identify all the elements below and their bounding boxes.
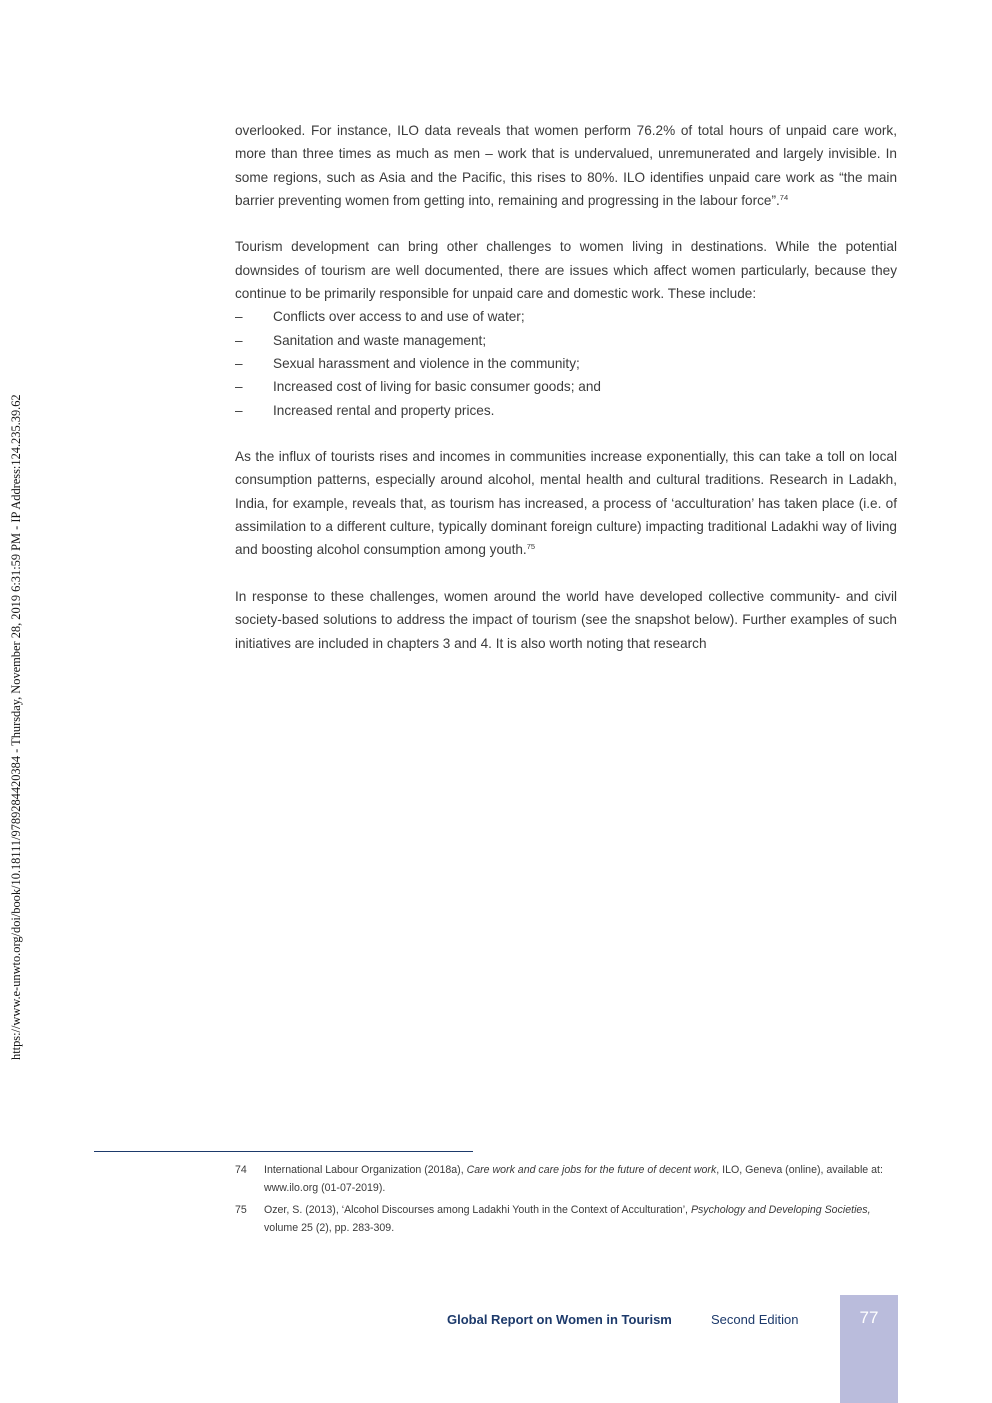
page-number-tab bbox=[840, 1295, 898, 1403]
paragraph-1 bbox=[235, 119, 897, 212]
list-dash: – bbox=[235, 379, 243, 395]
footnote-number: 75 bbox=[235, 1204, 247, 1216]
footnote-text: Ozer, S. (2013), ‘Alcohol Discourses among Ladakhi Youth in the Context of Acculturation’, bbox=[264, 1204, 691, 1216]
footnote-ref-75[interactable]: 75 bbox=[526, 542, 536, 552]
paragraph-2: Tourism development can bring other challenges to women living in destinations. While the potential downsides of tourism are well documented, there are issues which affect women particularly, because they continue to be primarily responsible for unpaid care and domestic work. These include: bbox=[235, 239, 897, 302]
footnote-text: , ILO, Geneva (online), available at: www.ilo.org (01-07-2019). bbox=[264, 1164, 883, 1194]
list-item bbox=[235, 375, 897, 398]
footnote-separator bbox=[94, 1151, 473, 1152]
footnote-74 bbox=[235, 1162, 885, 1197]
paragraph-1-text: overlooked. For instance, ILO data reveals that women perform 76.2% of total hours of unpaid care work, more than three times as much as men – work that is undervalued, unremunerated and largely invisible. In some regions, such as Asia and the Pacific, this rises to 80%. ILO identifies unpaid care work as “the main barrier preventing women from getting into, remaining and progressing in the labour force”. bbox=[235, 123, 897, 208]
list-item bbox=[235, 329, 897, 352]
footnote-number: 74 bbox=[235, 1164, 247, 1176]
footnote-title: Psychology and Developing Societies, bbox=[690, 1204, 871, 1216]
list-item-text: Sexual harassment and violence in the community; bbox=[273, 355, 580, 371]
list-dash: – bbox=[235, 332, 243, 348]
paragraph-4: In response to these challenges, women around the world have developed collective community- and civil society-based solutions to address the impact of tourism (see the snapshot below). Further examples of such initiatives are included in chapters 3 and 4. It is also worth noting that research bbox=[235, 588, 897, 651]
footer-report-title: Global Report on Women in Tourism bbox=[447, 1312, 672, 1327]
list-dash: – bbox=[235, 309, 243, 325]
list-dash: – bbox=[235, 355, 243, 371]
main-text bbox=[235, 119, 897, 678]
page-number: 77 bbox=[859, 1308, 879, 1327]
list-dash: – bbox=[235, 402, 243, 418]
footer-edition: Second Edition bbox=[711, 1312, 799, 1327]
challenges-list bbox=[235, 305, 897, 421]
footnote-title: Care work and care jobs for the future of decent work bbox=[466, 1164, 717, 1176]
list-item bbox=[235, 305, 897, 328]
footnote-text: International Labour Organization (2018a), bbox=[264, 1164, 467, 1176]
paragraph-3-text: As the influx of tourists rises and incomes in communities increase exponentially, this can take a toll on local consumption patterns, especially around alcohol, mental health and cultural traditions. Research in Ladakh, India, for example, reveals that, as tourism has increased, a process of ‘acculturation’ has taken place (i.e. of assimilation to a different culture, typically dominant foreign culture) impacting traditional Ladakhi way of living and boosting alcohol consumption among youth. bbox=[235, 449, 897, 558]
list-item-text: Increased cost of living for basic consumer goods; and bbox=[273, 379, 601, 395]
download-stamp: https://www.e-unwto.org/doi/book/10.18111/9789284420384 - Thursday, November 28, 2019 6:31:59 PM - IP Address:124.235.39.62 bbox=[9, 394, 23, 1060]
paragraph-3 bbox=[235, 445, 897, 561]
footnotes bbox=[235, 1162, 885, 1242]
list-item bbox=[235, 399, 897, 422]
list-item bbox=[235, 352, 897, 375]
list-item-text: Sanitation and waste management; bbox=[273, 332, 487, 348]
footnote-75 bbox=[235, 1202, 885, 1237]
footnote-ref-74[interactable]: 74 bbox=[779, 192, 789, 202]
list-item-text: Increased rental and property prices. bbox=[273, 402, 495, 418]
footnote-text: volume 25 (2), pp. 283-309. bbox=[264, 1221, 395, 1234]
list-item-text: Conflicts over access to and use of water; bbox=[273, 309, 525, 325]
